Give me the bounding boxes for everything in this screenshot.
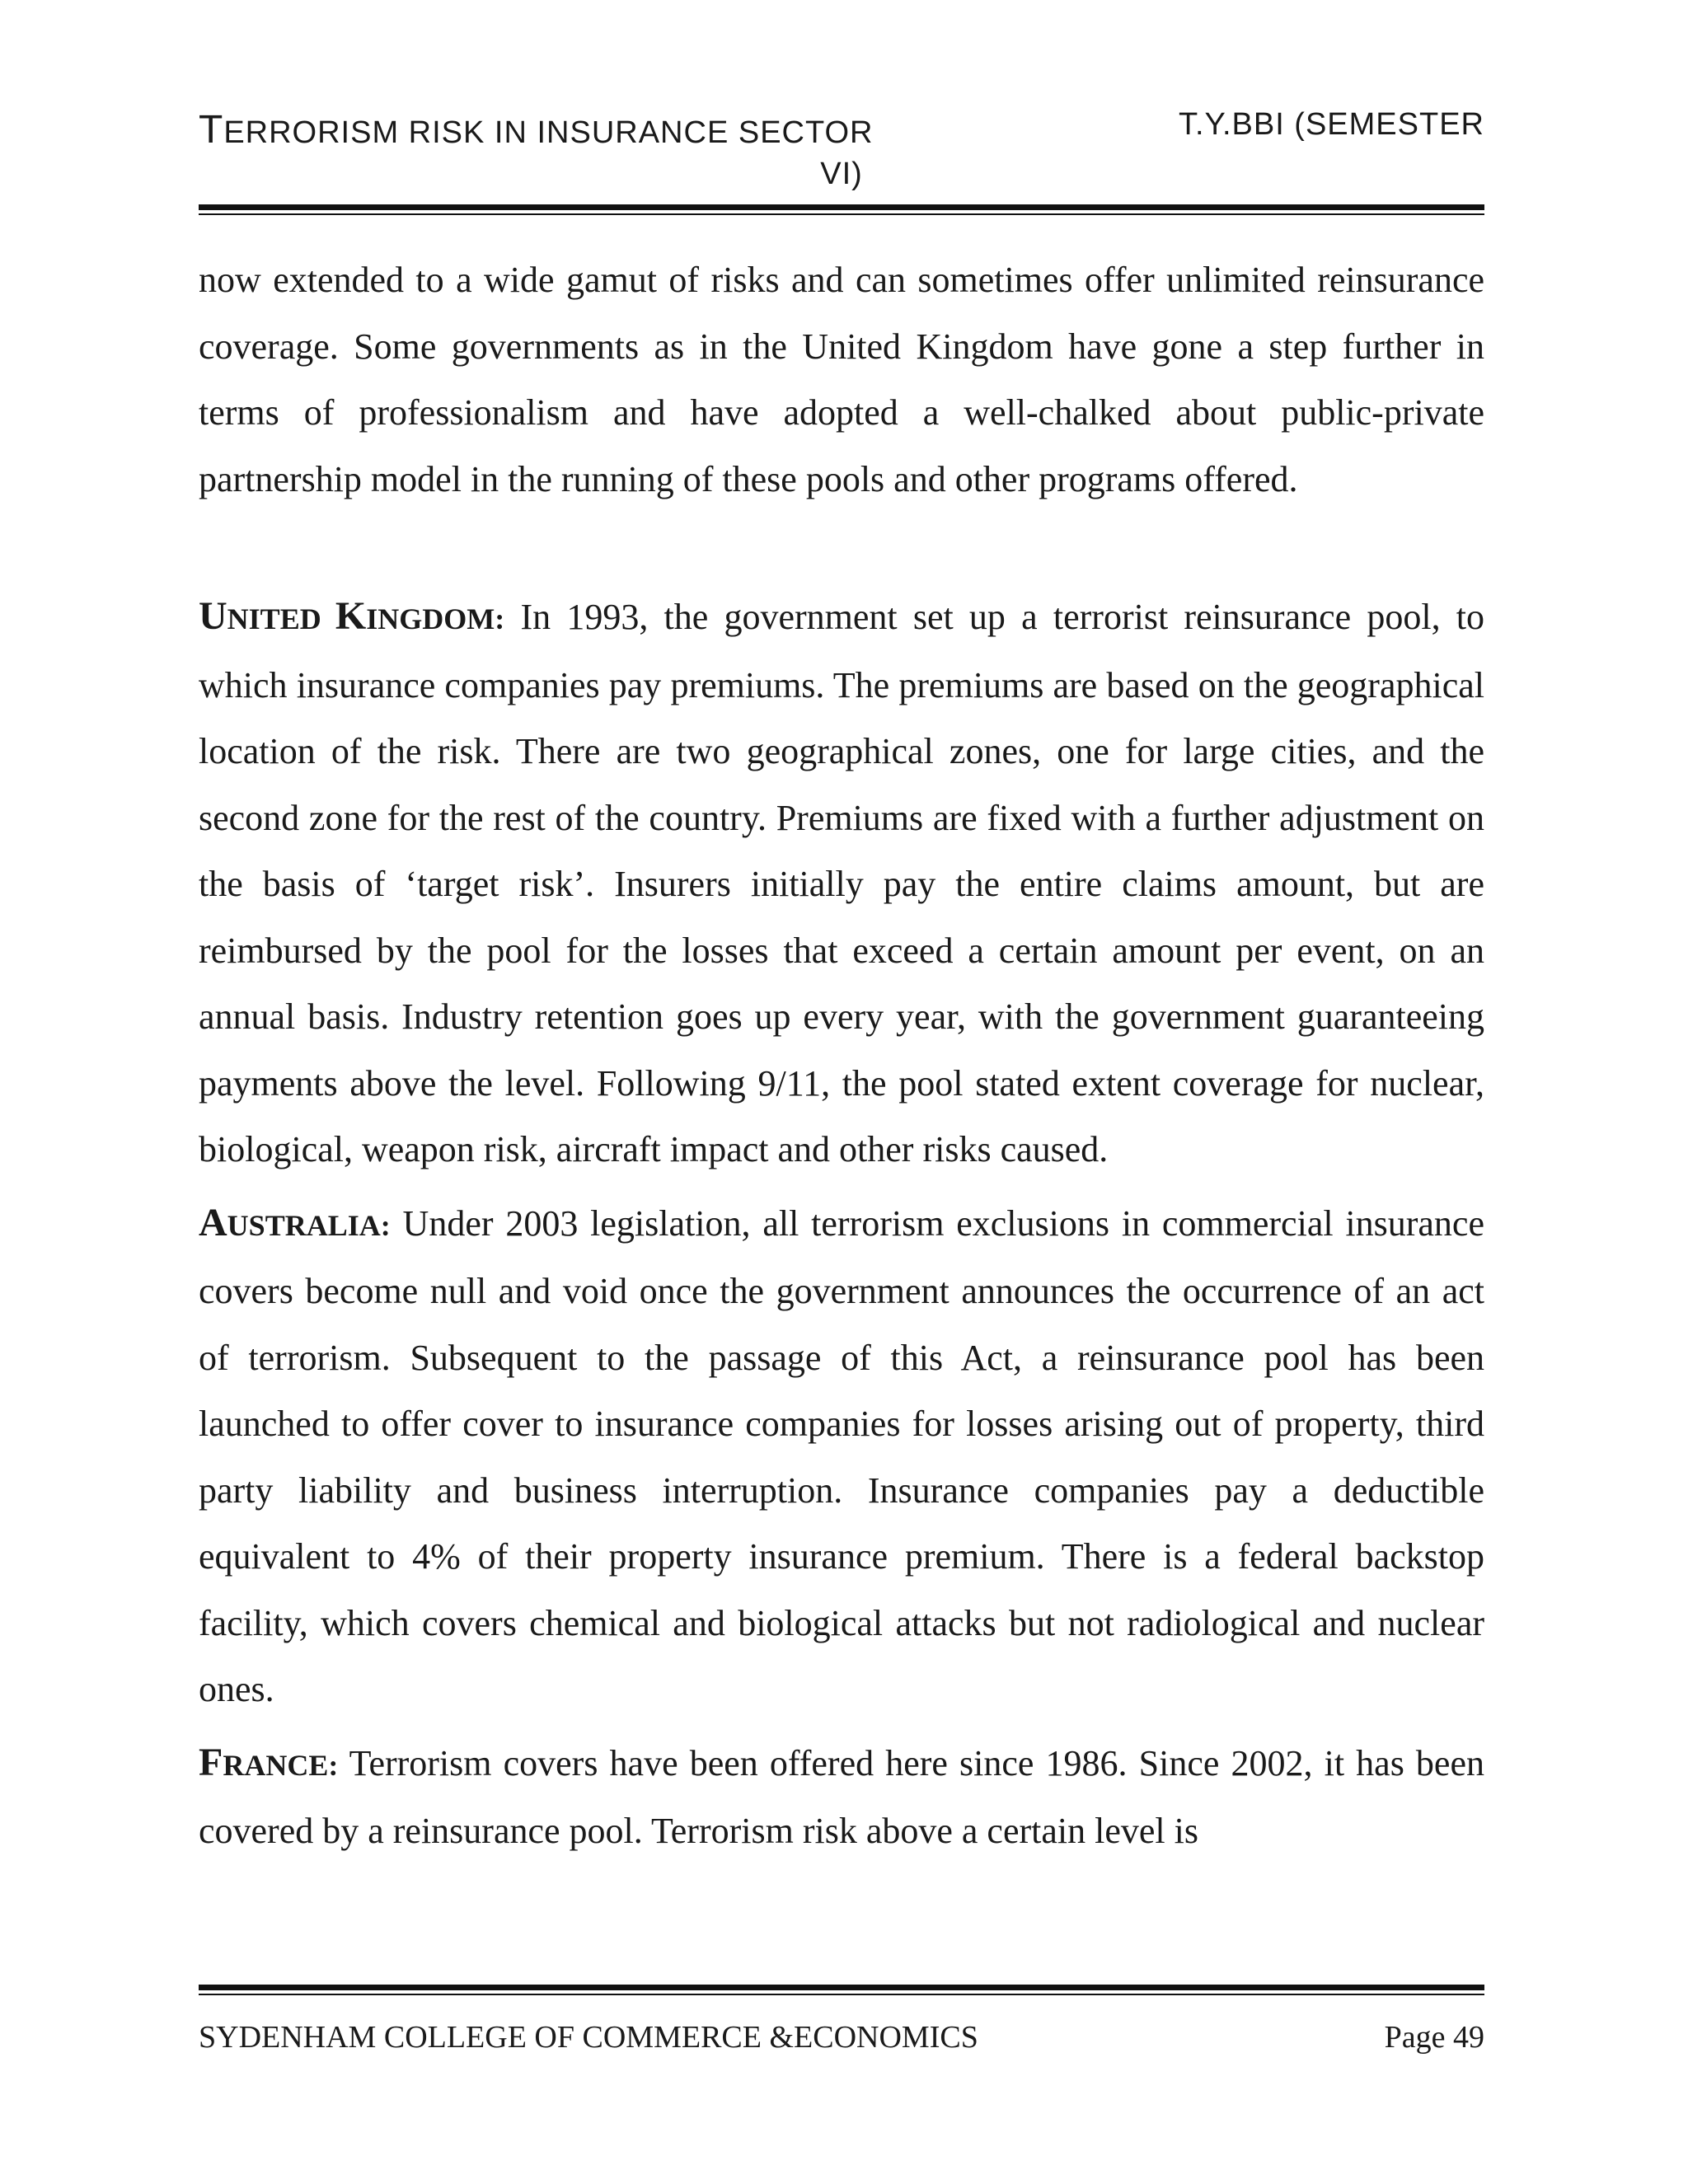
section-heading-united-kingdom: UNITED KINGDOM: bbox=[199, 594, 505, 638]
footer-college: SYDENHAM COLLEGE OF COMMERCE &ECONOMICS bbox=[199, 2020, 978, 2055]
header-course-continued: VI) bbox=[820, 157, 863, 191]
section-text-united-kingdom: In 1993, the government set up a terrorist reinsurance pool, to which insurance companies pay premiums. The premiums are based on the geographical location of the risk. There are two geographical zones, one for large cities, and the second zone for the rest of the country. Premiums are fixed with a further adjustment on the basis of ‘target risk’. Insurers initially pay the entire claims amount, but are reimbursed by the pool for the losses that exceed a certain amount per event, on an annual basis. Industry retention goes up every year, with the government guaranteeing payments above the level. Following 9/11, the pool stated extent coverage for nuclear, biological, weapon risk, aircraft impact and other risks caused. bbox=[199, 597, 1485, 1169]
header-course: T.Y.BBI (SEMESTER bbox=[1178, 107, 1484, 142]
footer-rule-thin bbox=[199, 1994, 1484, 1995]
intro-paragraph: now extended to a wide gamut of risks and can sometimes offer unlimited reinsurance coverage. Some governments as in the United Kingdom have gone a step further in terms of professionalism and have adopted a well-chalked about public-private partnership model in the running of these pools and other programs offered. bbox=[199, 260, 1484, 499]
footer-rule-thick bbox=[199, 1985, 1484, 1990]
footer-page-number: Page 49 bbox=[1384, 2020, 1484, 2055]
section-united-kingdom bbox=[199, 583, 1484, 1183]
section-heading-australia: AUSTRALIA: bbox=[199, 1200, 391, 1244]
section-text-australia: Under 2003 legislation, all terrorism exclusions in commercial insurance covers become null and void once the government announces the occurrence of an act of terrorism. Subsequent to the passage of this Act, a reinsurance pool has been launched to offer cover to insurance companies for losses arising out of property, third party liability and business interruption. Insurance companies pay a deductible equivalent to 4% of their property insurance premium. There is a federal backstop facility, which covers chemical and biological attacks but not radiological and nuclear ones. bbox=[199, 1202, 1484, 1709]
section-heading-france: FRANCE: bbox=[199, 1740, 339, 1784]
section-australia bbox=[199, 1190, 1484, 1723]
body-text bbox=[199, 247, 1484, 1865]
header-title: TERRORISM RISK IN INSURANCE SECTOR bbox=[199, 108, 874, 152]
section-text-france: Terrorism covers have been offered here since 1986. Since 2002, it has been covered by a reinsurance pool. Terrorism risk above a certain level is bbox=[199, 1742, 1484, 1851]
header-rule-thick bbox=[199, 204, 1484, 210]
section-france bbox=[199, 1730, 1484, 1865]
header-rule-thin bbox=[199, 213, 1484, 215]
